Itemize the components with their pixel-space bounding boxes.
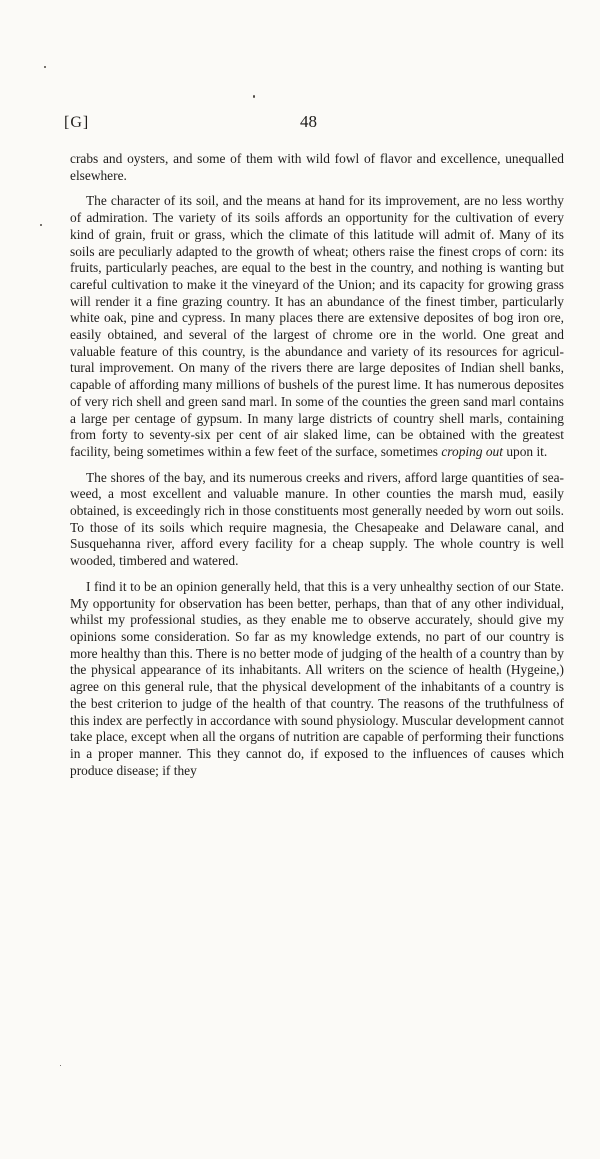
body-text xyxy=(70,151,564,779)
ink-speck xyxy=(60,1065,61,1066)
ink-speck xyxy=(44,66,46,68)
paragraph-1: crabs and oysters, and some of them with wild fowl of flavor and excellence, unequalled elsewhere. xyxy=(70,151,564,183)
ink-speck xyxy=(253,95,255,98)
paragraph-2-italic-phrase: croping out xyxy=(441,443,503,459)
ink-speck xyxy=(40,224,42,226)
paragraph-2-text-end: upon it. xyxy=(502,443,548,459)
page-header xyxy=(64,112,564,136)
paragraph-4: I find it to be an opinion generally held, that this is a very unhealthy section of our State. My opportunity for observation has been better, perhaps, than that of any other individual, whilst my professional studies, as they enable me to observe accurately, should give my opinions some consideration. So far as my knowledge extends, no part of our country is more healthy than this. There is no better mode of judging of the health of a country than by the physical appearance of its inhabitants. All writers on the science of health (Hygeine,) agree on this general rule, that the physical development of the inhabitants of a country is the best criterion to judge of the health of that country. The reasons of the truthfulness of this index are perfectly in accordance with sound physiology. Muscular development cannot take place, except when all the organs of nutrition are capable of performing their functions in a proper manner. This they cannot do, if exposed to the influences of causes which produce disease; if they xyxy=(70,578,564,778)
paragraph-2 xyxy=(70,193,564,460)
paragraph-2-text: The character of its soil, and the means at hand for its improvement, are no less worthy of admiration. The variety of its soils affords an opportunity for the cultivation of every kind of grain, fruit or grass, which the climate of this latitude will admit of. Many of its soils are peculiarly adapted to the growth of wheat; others raise the finest crops of corn: its fruits, particularly peaches, are equal to the best in the country, and nothing is wanting but careful cultivation to make it the vineyard of the Union; and its capacity for growing grass will render it a fine grazing country. It has an abundance of the finest timber, particularly white oak, pine and cypress. In many places there are extensive deposites of bog iron ore, easily obtained, and several of the largest of chrome ore in the world. One great and valuable feature of this country, is the abundance and variety of its resources for agricultural improvement. On many of the rivers there are large deposites of Indian shell banks, capable of affording many millions of bushels of the purest lime. It has numerous deposites of very rich shell and green sand marl. In some of the counties the green sand marl contains a large per centage of gypsum. In many large districts of country shell marls, containing from forty to seventy-six per cent of air slaked lime, can be obtained with the greatest facility, being sometimes within a few feet of the surface, sometimes xyxy=(70,193,564,459)
page-number: 48 xyxy=(300,112,317,131)
signature-mark: [G] xyxy=(64,114,90,131)
paragraph-3: The shores of the bay, and its numerous creeks and rivers, afford large quantities of sea-weed, a most excellent and valuable manure. In other counties the marsh mud, easily obtained, is exceedingly rich in those constituents most generally needed by worn out soils. To those of its soils which require magnesia, the Chesapeake and Delaware canal, and Susquehanna river, afford every facility for a cheap supply. The whole country is well wooded, timbered and watered. xyxy=(70,469,564,569)
